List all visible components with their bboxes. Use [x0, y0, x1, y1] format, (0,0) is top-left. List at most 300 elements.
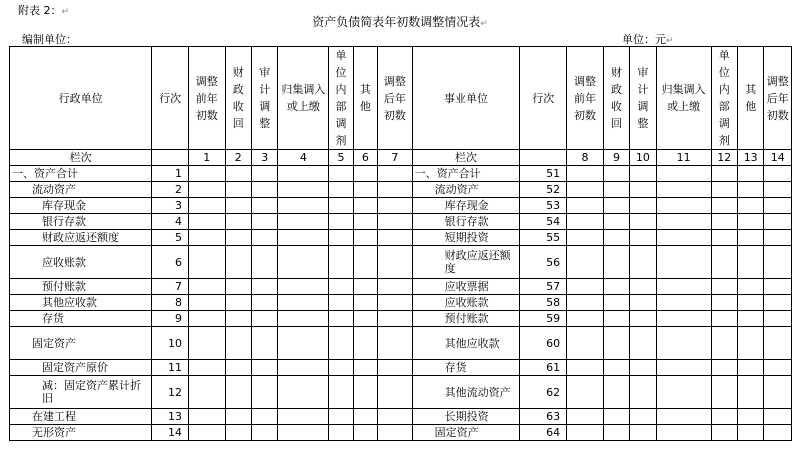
- inst-value-cell: [656, 182, 711, 198]
- admin-value-cell: [378, 246, 413, 279]
- inst-item-label: 固定资产: [412, 425, 520, 441]
- admin-item-label: 在建工程: [10, 409, 152, 425]
- admin-value-cell: [251, 182, 277, 198]
- inst-value-cell: [711, 198, 737, 214]
- inst-value-cell: [603, 376, 629, 409]
- inst-value-cell: [656, 360, 711, 376]
- inst-value-cell: [630, 425, 656, 441]
- admin-value-cell: [251, 409, 277, 425]
- inst-value-cell: [737, 376, 763, 409]
- admin-row-number: 10: [152, 327, 189, 360]
- admin-value-cell: [278, 279, 329, 295]
- table-row: [10, 295, 792, 311]
- admin-value-cell: [251, 198, 277, 214]
- inst-value-cell: [630, 246, 656, 279]
- inst-value-cell: [764, 214, 792, 230]
- inst-value-cell: [603, 295, 629, 311]
- inst-value-cell: [630, 230, 656, 246]
- column-number: 1: [188, 150, 225, 166]
- inst-value-cell: [764, 311, 792, 327]
- inst-value-cell: [567, 295, 604, 311]
- column-number: 8: [567, 150, 604, 166]
- annex-label: 附表 2：↵: [18, 4, 70, 17]
- admin-item-label: 固定资产原价: [10, 360, 152, 376]
- admin-value-cell: [188, 246, 225, 279]
- inst-value-cell: [711, 327, 737, 360]
- inst-value-cell: [656, 295, 711, 311]
- inst-value-cell: [630, 327, 656, 360]
- inst-value-cell: [567, 166, 604, 182]
- admin-item-label: 应收账款: [10, 246, 152, 279]
- inst-value-cell: [737, 295, 763, 311]
- inst-value-cell: [603, 182, 629, 198]
- inst-row-number: 58: [520, 295, 567, 311]
- inst-row-number: 53: [520, 198, 567, 214]
- admin-value-cell: [251, 246, 277, 279]
- admin-value-cell: [378, 360, 413, 376]
- admin-value-cell: [251, 327, 277, 360]
- header-other-2: 其他: [737, 47, 763, 150]
- inst-value-cell: [656, 311, 711, 327]
- inst-value-cell: [567, 360, 604, 376]
- column-number: 11: [656, 150, 711, 166]
- admin-row-number: 3: [152, 198, 189, 214]
- admin-value-cell: [378, 166, 413, 182]
- inst-value-cell: [567, 198, 604, 214]
- inst-row-number: 52: [520, 182, 567, 198]
- inst-value-cell: [603, 409, 629, 425]
- admin-value-cell: [188, 327, 225, 360]
- inst-row-number: 62: [520, 376, 567, 409]
- admin-value-cell: [353, 230, 377, 246]
- admin-value-cell: [188, 425, 225, 441]
- admin-value-cell: [225, 246, 251, 279]
- admin-value-cell: [251, 295, 277, 311]
- inst-value-cell: [567, 327, 604, 360]
- inst-value-cell: [656, 409, 711, 425]
- admin-row-number: 12: [152, 376, 189, 409]
- admin-value-cell: [251, 279, 277, 295]
- admin-value-cell: [329, 246, 353, 279]
- inst-value-cell: [567, 311, 604, 327]
- admin-value-cell: [378, 409, 413, 425]
- inst-value-cell: [737, 360, 763, 376]
- admin-value-cell: [329, 230, 353, 246]
- header-fiscal-recovery: 财政收回: [225, 47, 251, 150]
- admin-row-number: 7: [152, 279, 189, 295]
- inst-value-cell: [764, 198, 792, 214]
- admin-value-cell: [329, 327, 353, 360]
- column-number: 14: [764, 150, 792, 166]
- inst-value-cell: [711, 246, 737, 279]
- inst-value-cell: [764, 230, 792, 246]
- header-audit-adj-2: 审计调整: [630, 47, 656, 150]
- admin-value-cell: [329, 166, 353, 182]
- table-row: [10, 425, 792, 441]
- admin-value-cell: [353, 198, 377, 214]
- admin-value-cell: [278, 198, 329, 214]
- inst-value-cell: [737, 311, 763, 327]
- inst-item-label: 预付账款: [412, 311, 520, 327]
- admin-value-cell: [353, 182, 377, 198]
- admin-value-cell: [378, 425, 413, 441]
- table-row: [10, 198, 792, 214]
- inst-value-cell: [567, 246, 604, 279]
- admin-value-cell: [278, 166, 329, 182]
- column-number: 12: [711, 150, 737, 166]
- inst-value-cell: [711, 311, 737, 327]
- admin-row-number: 6: [152, 246, 189, 279]
- admin-value-cell: [353, 360, 377, 376]
- admin-value-cell: [188, 279, 225, 295]
- admin-value-cell: [188, 166, 225, 182]
- admin-value-cell: [353, 327, 377, 360]
- inst-value-cell: [630, 182, 656, 198]
- admin-value-cell: [188, 214, 225, 230]
- admin-value-cell: [251, 376, 277, 409]
- inst-value-cell: [656, 214, 711, 230]
- inst-value-cell: [764, 409, 792, 425]
- admin-value-cell: [225, 279, 251, 295]
- inst-value-cell: [603, 198, 629, 214]
- inst-value-cell: [737, 246, 763, 279]
- admin-row-number: 4: [152, 214, 189, 230]
- inst-value-cell: [711, 279, 737, 295]
- inst-value-cell: [764, 279, 792, 295]
- inst-value-cell: [711, 360, 737, 376]
- admin-value-cell: [378, 311, 413, 327]
- inst-value-cell: [567, 376, 604, 409]
- inst-value-cell: [737, 327, 763, 360]
- inst-value-cell: [567, 182, 604, 198]
- inst-value-cell: [603, 166, 629, 182]
- inst-value-cell: [737, 279, 763, 295]
- inst-item-label: 银行存款: [412, 214, 520, 230]
- admin-value-cell: [278, 409, 329, 425]
- table-row: [10, 279, 792, 295]
- inst-value-cell: [737, 198, 763, 214]
- header-admin-unit: 行政单位: [10, 47, 152, 150]
- admin-value-cell: [225, 295, 251, 311]
- admin-value-cell: [225, 409, 251, 425]
- admin-value-cell: [278, 214, 329, 230]
- inst-value-cell: [567, 214, 604, 230]
- table-row: [10, 182, 792, 198]
- table-row: [10, 360, 792, 376]
- admin-value-cell: [225, 198, 251, 214]
- admin-item-label: 财政应返还额度: [10, 230, 152, 246]
- inst-value-cell: [656, 166, 711, 182]
- inst-row-number: 64: [520, 425, 567, 441]
- admin-value-cell: [188, 360, 225, 376]
- table-row: [10, 409, 792, 425]
- admin-value-cell: [225, 214, 251, 230]
- inst-item-label: 一、资产合计: [412, 166, 520, 182]
- admin-value-cell: [251, 360, 277, 376]
- admin-row-number: 1: [152, 166, 189, 182]
- inst-value-cell: [737, 214, 763, 230]
- inst-value-cell: [656, 246, 711, 279]
- admin-value-cell: [251, 230, 277, 246]
- inst-value-cell: [737, 230, 763, 246]
- header-consolidation-2: 归集调入或上缴: [656, 47, 711, 150]
- column-number: 7: [378, 150, 413, 166]
- header-row: [10, 47, 792, 150]
- admin-value-cell: [188, 311, 225, 327]
- admin-value-cell: [278, 246, 329, 279]
- inst-item-label: 应收票据: [412, 279, 520, 295]
- header-after-adj: 调整后年初数: [378, 47, 413, 150]
- inst-value-cell: [567, 409, 604, 425]
- inst-value-cell: [603, 311, 629, 327]
- inst-value-cell: [737, 182, 763, 198]
- inst-row-number: 60: [520, 327, 567, 360]
- inst-value-cell: [737, 425, 763, 441]
- admin-value-cell: [225, 230, 251, 246]
- inst-item-label: 流动资产: [412, 182, 520, 198]
- admin-row-number: 8: [152, 295, 189, 311]
- inst-value-cell: [603, 214, 629, 230]
- inst-value-cell: [711, 376, 737, 409]
- admin-item-label: 其他应收款: [10, 295, 152, 311]
- inst-value-cell: [764, 425, 792, 441]
- table-row: [10, 166, 792, 182]
- admin-value-cell: [225, 360, 251, 376]
- admin-item-label: 一、资产合计: [10, 166, 152, 182]
- admin-item-label: 存货: [10, 311, 152, 327]
- inst-value-cell: [603, 360, 629, 376]
- admin-value-cell: [278, 327, 329, 360]
- inst-row-number: 63: [520, 409, 567, 425]
- inst-item-label: 长期投资: [412, 409, 520, 425]
- inst-value-cell: [630, 360, 656, 376]
- admin-item-label: 银行存款: [10, 214, 152, 230]
- inst-item-label: 应收账款: [412, 295, 520, 311]
- inst-row-number: 51: [520, 166, 567, 182]
- table-row: [10, 230, 792, 246]
- table-row: [10, 311, 792, 327]
- inst-value-cell: [656, 230, 711, 246]
- table-body: [10, 166, 792, 441]
- compiler-label: 编制单位：: [22, 33, 77, 46]
- table-row: [10, 376, 792, 409]
- admin-item-label: 流动资产: [10, 182, 152, 198]
- table-row: [10, 214, 792, 230]
- admin-value-cell: [353, 214, 377, 230]
- admin-value-cell: [378, 295, 413, 311]
- header-inst-unit: 事业单位: [412, 47, 520, 150]
- admin-value-cell: [188, 376, 225, 409]
- inst-value-cell: [567, 425, 604, 441]
- admin-value-cell: [278, 376, 329, 409]
- admin-value-cell: [225, 425, 251, 441]
- admin-value-cell: [278, 311, 329, 327]
- inst-value-cell: [656, 279, 711, 295]
- admin-value-cell: [251, 425, 277, 441]
- column-number-label: 栏次: [10, 150, 152, 166]
- column-number: 6: [353, 150, 377, 166]
- inst-value-cell: [603, 425, 629, 441]
- column-number: 3: [251, 150, 277, 166]
- admin-value-cell: [353, 409, 377, 425]
- admin-value-cell: [225, 182, 251, 198]
- inst-value-cell: [711, 182, 737, 198]
- admin-value-cell: [378, 279, 413, 295]
- inst-value-cell: [764, 295, 792, 311]
- admin-value-cell: [278, 182, 329, 198]
- header-before-adj-2: 调整前年初数: [567, 47, 604, 150]
- inst-value-cell: [711, 230, 737, 246]
- inst-value-cell: [656, 376, 711, 409]
- admin-value-cell: [353, 425, 377, 441]
- inst-value-cell: [656, 327, 711, 360]
- admin-value-cell: [329, 360, 353, 376]
- inst-value-cell: [630, 311, 656, 327]
- admin-row-number: 13: [152, 409, 189, 425]
- column-number: 13: [737, 150, 763, 166]
- admin-value-cell: [278, 360, 329, 376]
- admin-value-cell: [378, 198, 413, 214]
- inst-item-label: 其他应收款: [412, 327, 520, 360]
- admin-value-cell: [353, 311, 377, 327]
- header-fiscal-recovery-2: 财政收回: [603, 47, 629, 150]
- admin-item-label: 无形资产: [10, 425, 152, 441]
- inst-value-cell: [764, 376, 792, 409]
- inst-item-label: 库存现金: [412, 198, 520, 214]
- inst-item-label: 短期投资: [412, 230, 520, 246]
- admin-value-cell: [329, 214, 353, 230]
- admin-row-number: 14: [152, 425, 189, 441]
- admin-value-cell: [329, 295, 353, 311]
- admin-value-cell: [353, 246, 377, 279]
- inst-row-number: 55: [520, 230, 567, 246]
- admin-value-cell: [329, 279, 353, 295]
- inst-value-cell: [711, 214, 737, 230]
- admin-item-label: 库存现金: [10, 198, 152, 214]
- column-number: 10: [630, 150, 656, 166]
- admin-row-number: 9: [152, 311, 189, 327]
- header-audit-adj: 审计调整: [251, 47, 277, 150]
- admin-value-cell: [329, 311, 353, 327]
- header-consolidation: 归集调入或上缴: [278, 47, 329, 150]
- inst-value-cell: [567, 279, 604, 295]
- inst-value-cell: [764, 246, 792, 279]
- unit-label: 单位：元↵: [622, 33, 674, 46]
- inst-value-cell: [656, 425, 711, 441]
- header-internal-transfer-2: 单位内部调剂: [711, 47, 737, 150]
- admin-value-cell: [225, 311, 251, 327]
- header-before-adj: 调整前年初数: [188, 47, 225, 150]
- admin-value-cell: [378, 376, 413, 409]
- admin-value-cell: [188, 182, 225, 198]
- admin-value-cell: [329, 198, 353, 214]
- inst-value-cell: [630, 295, 656, 311]
- admin-item-label: 固定资产: [10, 327, 152, 360]
- inst-row-number: 59: [520, 311, 567, 327]
- admin-value-cell: [225, 166, 251, 182]
- inst-value-cell: [711, 409, 737, 425]
- admin-item-label: 预付账款: [10, 279, 152, 295]
- inst-row-number: 57: [520, 279, 567, 295]
- header-row-no: 行次: [152, 47, 189, 150]
- admin-value-cell: [251, 166, 277, 182]
- inst-value-cell: [764, 166, 792, 182]
- inst-value-cell: [603, 246, 629, 279]
- inst-value-cell: [630, 409, 656, 425]
- column-number: 2: [225, 150, 251, 166]
- column-number-label-2: 栏次: [412, 150, 520, 166]
- page-title: 资产负债简表年初数调整情况表↵: [312, 15, 488, 29]
- inst-value-cell: [764, 182, 792, 198]
- inst-row-number: 61: [520, 360, 567, 376]
- inst-item-label: 其他流动资产: [412, 376, 520, 409]
- admin-value-cell: [225, 327, 251, 360]
- inst-value-cell: [630, 376, 656, 409]
- inst-value-cell: [737, 166, 763, 182]
- admin-item-label: 减：固定资产累计折旧: [10, 376, 152, 409]
- inst-value-cell: [764, 360, 792, 376]
- admin-value-cell: [188, 295, 225, 311]
- admin-value-cell: [378, 230, 413, 246]
- column-number: 9: [603, 150, 629, 166]
- admin-value-cell: [329, 425, 353, 441]
- admin-value-cell: [225, 376, 251, 409]
- table-row: [10, 246, 792, 279]
- admin-value-cell: [378, 214, 413, 230]
- admin-value-cell: [353, 376, 377, 409]
- inst-value-cell: [656, 198, 711, 214]
- admin-value-cell: [329, 182, 353, 198]
- header-after-adj-2: 调整后年初数: [764, 47, 792, 150]
- inst-value-cell: [603, 279, 629, 295]
- inst-item-label: 财政应返还额度: [412, 246, 520, 279]
- admin-value-cell: [378, 327, 413, 360]
- inst-value-cell: [630, 214, 656, 230]
- column-number-row: [10, 150, 792, 166]
- admin-value-cell: [188, 230, 225, 246]
- inst-value-cell: [630, 198, 656, 214]
- admin-value-cell: [278, 295, 329, 311]
- inst-value-cell: [630, 279, 656, 295]
- inst-value-cell: [711, 295, 737, 311]
- inst-value-cell: [737, 409, 763, 425]
- inst-value-cell: [603, 230, 629, 246]
- adjustment-table: [9, 46, 792, 441]
- admin-value-cell: [329, 376, 353, 409]
- column-number: 4: [278, 150, 329, 166]
- admin-row-number: 11: [152, 360, 189, 376]
- admin-row-number: 5: [152, 230, 189, 246]
- admin-value-cell: [353, 295, 377, 311]
- inst-value-cell: [711, 425, 737, 441]
- admin-row-number: 2: [152, 182, 189, 198]
- admin-value-cell: [188, 409, 225, 425]
- inst-value-cell: [603, 327, 629, 360]
- admin-value-cell: [353, 166, 377, 182]
- admin-value-cell: [251, 311, 277, 327]
- inst-value-cell: [567, 230, 604, 246]
- column-number: 5: [329, 150, 353, 166]
- header-other: 其他: [353, 47, 377, 150]
- admin-value-cell: [278, 230, 329, 246]
- inst-value-cell: [630, 166, 656, 182]
- inst-value-cell: [711, 166, 737, 182]
- admin-value-cell: [251, 214, 277, 230]
- inst-row-number: 54: [520, 214, 567, 230]
- admin-value-cell: [278, 425, 329, 441]
- admin-value-cell: [378, 182, 413, 198]
- table-row: [10, 327, 792, 360]
